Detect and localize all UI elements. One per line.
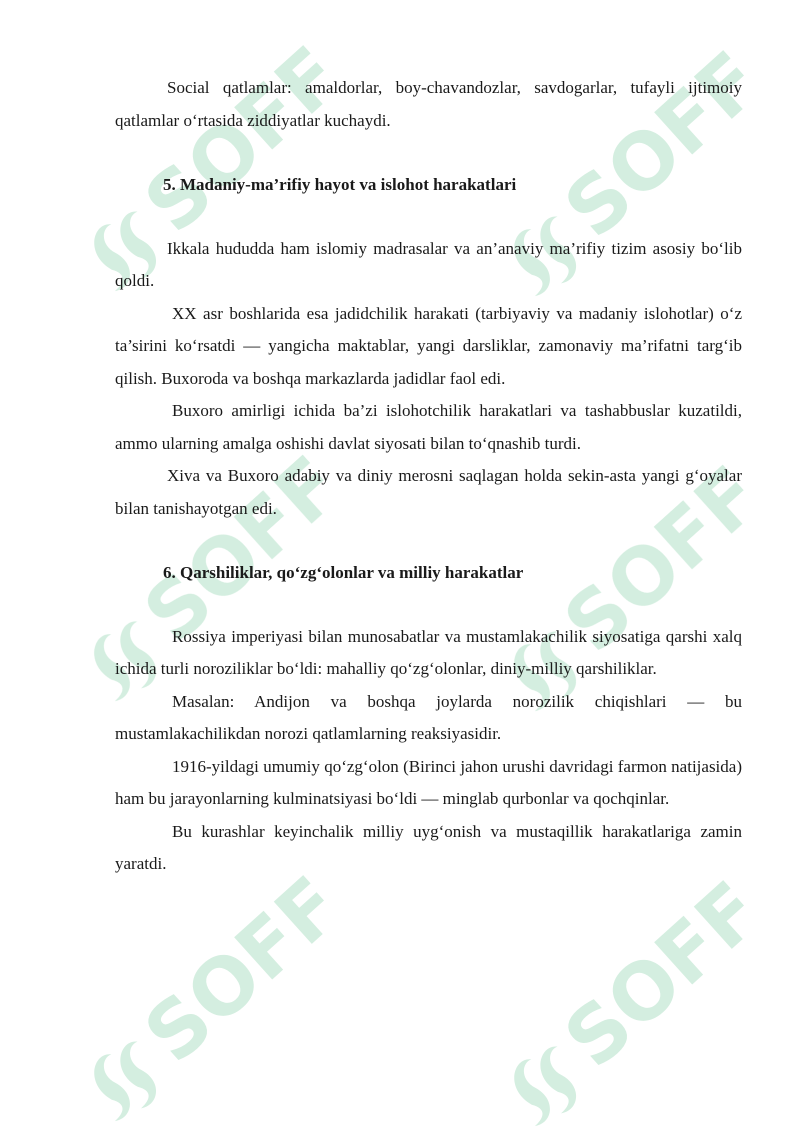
watermark-logo (67, 860, 358, 1131)
section-6-paragraph: 1916-yildagi umumiy qo‘zg‘olon (Birinci jahon urushi davridagi farmon natijasida) ham bu jarayonlarning kulminatsiyasi bo‘ldi — minglab qurbonlar va qochqinlar. (115, 756, 742, 808)
section-5-paragraph: XX asr boshlarida esa jadidchilik harakati (tarbiyaviy va madaniy islohotlar) o‘z ta’sirini ko‘rsatdi — yangicha maktablar, yangi darsliklar, zamonaviy ma’rifatni targ‘ib qilish. Buxoroda va boshqa markazlarda jadidlar faol edi. (115, 303, 742, 388)
section-6-paragraph: Masalan: Andijon va boshqa joylarda norozilik chiqishlari — bu mustamlakachilikdan norozi qatlamlarning reaksiyasidir. (115, 691, 742, 743)
section-5-paragraph: Ikkala hududda ham islomiy madrasalar va an’anaviy ma’rifiy tizim asosiy bo‘lib qoldi. (115, 238, 742, 290)
document-body (115, 72, 742, 881)
section-5-paragraph: Xiva va Buxoro adabiy va diniy merosni saqlagan holda sekin-asta yangi g‘oyalar bilan tanishayotgan edi. (115, 466, 742, 518)
watermark-layer: SOFF (0, 0, 800, 1131)
section-6-heading: 6. Qarshiliklar, qo‘zg‘olonlar va milliy harakatlar (163, 563, 524, 582)
watermark-logo (487, 865, 778, 1131)
section-6-paragraph: Rossiya imperiyasi bilan munosabatlar va mustamlakachilik siyosatiga qarshi xalq ichida turli noroziliklar bo‘ldi: mahalliy qo‘zg‘olonlar, diniy-milliy qarshiliklar. (115, 626, 742, 678)
section-5-heading: 5. Madaniy-ma’rifiy hayot va islohot harakatlari (163, 175, 517, 194)
intro-paragraph: Social qatlamlar: amaldorlar, boy-chavandozlar, savdogarlar, tufayli ijtimoiy qatlamlar o‘rtasida ziddiyatlar kuchaydi. (115, 78, 742, 130)
section-6-paragraph: Bu kurashlar keyinchalik milliy uyg‘onish va mustaqillik harakatlariga zamin yaratdi. (115, 821, 742, 873)
section-5-paragraph: Buxoro amirligi ichida ba’zi islohotchilik harakatlari va tashabbuslar kuzatildi, ammo ularning amalga oshishi davlat siyosati bilan to‘qnashib turdi. (115, 401, 742, 453)
